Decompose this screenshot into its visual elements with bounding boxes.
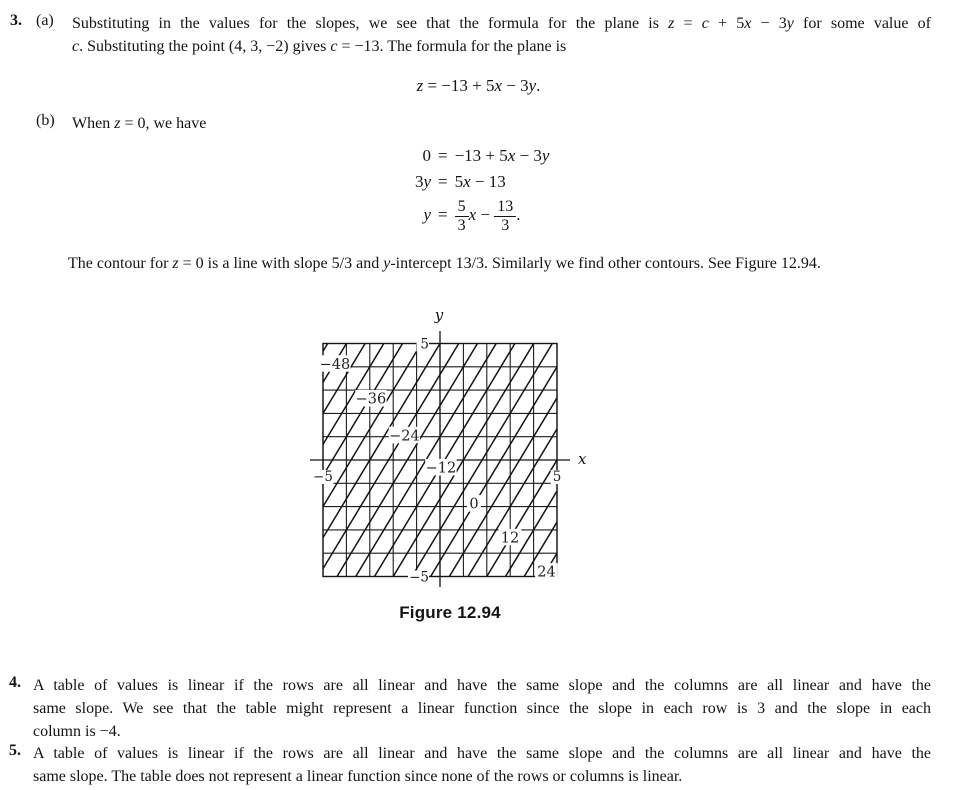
problem-3a-text [72,12,931,58]
problem-3-number: 3. [10,12,22,29]
y-tick-label: 5 [420,336,429,353]
y-tick-label: −5 [409,569,429,586]
contour-label: 0 [469,496,479,513]
equation-lhs: 0 [422,146,431,165]
text-line: same slope. We see that the table might represent a linear function since the slope in each row is 3 and the slope in each [33,700,931,717]
y-axis-label: y [434,306,444,324]
fraction: $\frac{13}{3}$ [494,198,516,234]
plane-equation: z = −13 + 5x − 3y. [416,76,541,95]
equals-sign: = [438,172,448,191]
problem-5-number: 5. [9,742,21,759]
x-tick-label: −5 [313,469,333,485]
text-line: same slope. The table does not represent a linear function since none of the rows or columns is linear. [33,768,683,785]
text-line: Substituting in the values for the slopes, we see that the formula for the plane is z = c + 5x − 3y for some value of [72,15,931,32]
problem-5-text [33,742,931,788]
equals-sign: = [438,146,448,165]
figure-caption: Figure 12.94 [399,603,501,622]
equation-rhs: $\frac{5}{3}$ x − $\frac{13}{3}$ . [455,205,521,224]
text-line: c. Substituting the point (4, 3, −2) gives c = −13. The formula for the plane is [72,38,567,55]
contour-derivation-equations [404,146,549,240]
equation-row [404,146,549,166]
problem-4-number: 4. [9,674,21,691]
problem-4-text [33,674,931,743]
problem-3b-intro: When z = 0, we have [72,115,207,132]
equation-row [404,198,549,234]
problem-3a-label: (a) [36,12,54,29]
text-line: A table of values is linear if the rows are all linear and have the same slope and the columns are all linear and have the [33,677,931,694]
equation-lhs: 3y [414,172,431,191]
text-line: column is −4. [33,723,121,740]
contour-label: 24 [537,564,556,581]
contour-label: −48 [319,356,351,373]
contour-label: 12 [500,530,520,547]
fraction: $\frac{5}{3}$ [455,198,469,234]
text-line: A table of values is linear if the rows are all linear and have the same slope and the columns are all linear and have the [33,745,931,762]
x-tick-label: 5 [552,469,562,485]
problem-3b-label: (b) [36,112,55,129]
contour-label: −36 [355,391,387,408]
equation-lhs: y [423,205,431,224]
equation-rhs: −13 + 5x − 3y [454,146,550,165]
problem-3b-conclusion: The contour for z = 0 is a line with slope 5/3 and y-intercept 13/3. Similarly we find other contours. See Figure 12.94. [68,255,821,272]
equation-rhs: 5x − 13 [454,172,506,191]
equation-row [404,172,549,192]
equals-sign: = [438,205,448,224]
contour-label: −12 [425,460,457,477]
contour-label: −24 [389,428,420,445]
contour-plot-figure [280,305,620,597]
x-axis-label: x [578,450,587,468]
